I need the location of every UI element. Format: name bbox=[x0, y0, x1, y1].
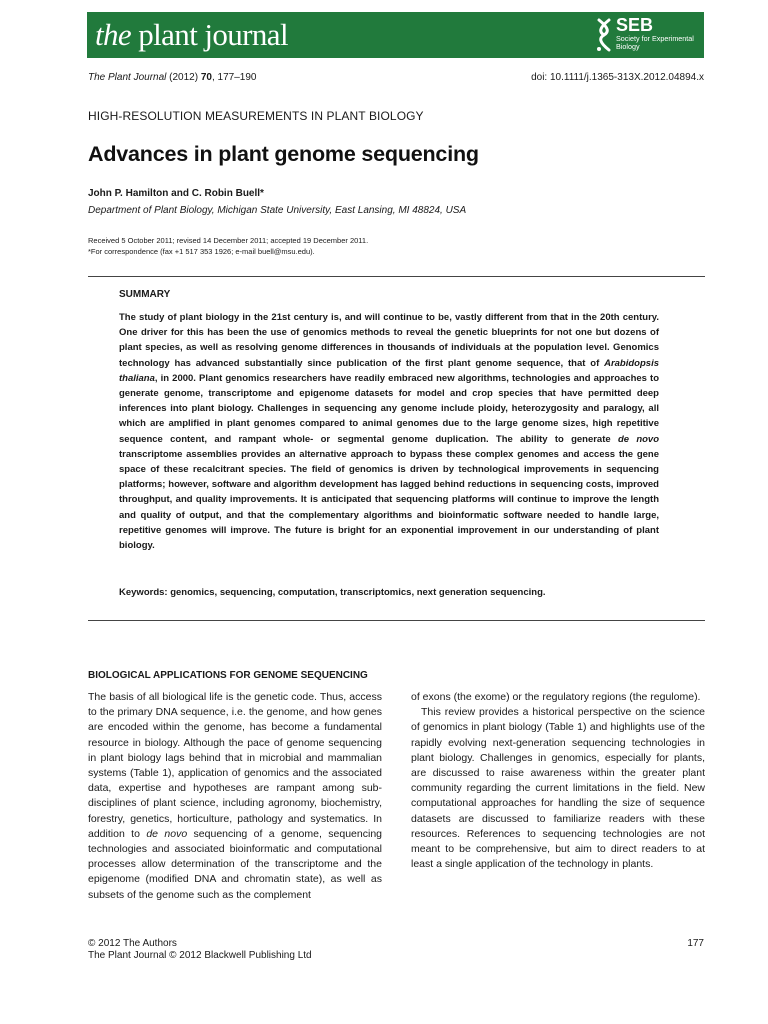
copyright-line: © 2012 The Authors bbox=[88, 938, 177, 949]
section-label: HIGH-RESOLUTION MEASUREMENTS IN PLANT BIOLOGY bbox=[88, 109, 424, 123]
authors: John P. Hamilton and C. Robin Buell* bbox=[88, 188, 264, 199]
article-title: Advances in plant genome sequencing bbox=[88, 142, 479, 166]
correspondence-line: *For correspondence (fax +1 517 353 1926; e-mail buell@msu.edu). bbox=[88, 247, 315, 256]
divider-bottom bbox=[88, 620, 705, 621]
paragraph: This review provides a historical perspective on the science of genomics in plant biology (Table 1) and highlights use of the rapidly evolving next-generation sequencing technologies in plant biology. Challenges in genomics, especially for plants, are discussed to raise awareness within the greater plant community regarding the current limitations in the field. New computational approaches for handling the size of sequence datasets are discussed to familiarize readers with these resources. References to sequencing technologies are not meant to be comprehensive, but aim to direct readers to at least a single application of the technology in plants. bbox=[411, 706, 705, 871]
paragraph: The basis of all biological life is the genetic code. Thus, access to the primary DNA sequence, i.e. the genome, and how genes are encoded within the genome, has become a fundamental resource in biology. Although the pace of genome sequencing in plant biology lags behind that in microbial and mammalian systems (Table 1), application of genomics and the associated data, expertise and hypotheses are rampant among sub-disciplines of plant science, including agronomy, biochemistry, forestry, genetics, horticulture, pathology and systematics. In addition to de novo sequencing of a genome, sequencing technologies and associated bioinformatic and computational processes allow determination of the transcriptome and the epigenome (modified DNA and chromatin state), as well as subsets of the genome such as the complement bbox=[88, 691, 382, 901]
body-column-right bbox=[411, 690, 705, 872]
divider-top bbox=[88, 276, 705, 277]
doi[interactable]: doi: 10.1111/j.1365-313X.2012.04894.x bbox=[531, 72, 704, 83]
seb-logo-text: SEB bbox=[616, 15, 654, 35]
seb-subtitle: Society for Experimental Biology bbox=[616, 34, 694, 51]
seb-dna-icon bbox=[596, 18, 612, 52]
body-column-left bbox=[88, 690, 382, 903]
received-dates bbox=[88, 235, 368, 257]
summary-heading: SUMMARY bbox=[119, 289, 171, 300]
paragraph: of exons (the exome) or the regulatory regions (the regulome). bbox=[411, 691, 701, 703]
page-number: 177 bbox=[687, 938, 704, 949]
summary-text: The study of plant biology in the 21st century is, and will continue to be, vastly different from that in the 20th century. One driver for this has been the use of genomics methods to reveal the genetic blueprints for not one but dozens of plant species, as well as resolving genome differences in thousands of individuals at the population level. Genomics technology has advanced substantially since publication of the first plant genome sequence, that of Arabidopsis thaliana, in 2000. Plant genomics researchers have readily embraced new algorithms, technologies and approaches to generate genome, transcriptome and epigenome datasets for model and crop species that have permitted deep inferences into plant biology. Challenges in sequencing any genome include ploidy, heterozygosity and paralogy, all which are amplified in plant genomes compared to animal genomes due to the large genome sizes, high repetitive sequence content, and rampant whole- or segmental genome duplication. The ability to generate de novo transcriptome assemblies provides an alternative approach to bypass these complex genomes and access the gene space of these recalcitrant species. The field of genomics is driven by technological improvements in sequencing platforms; however, software and algorithm development has lagged behind reductions in sequencing costs, improved throughput, and quality improvements. It is anticipated that sequencing platforms will continue to improve the length and quality of output, and that the complementary algorithms and bioinformatic software needed to handle large, repetitive genomes will improve. The future is bright for an exponential improvement in our understanding of plant biology. bbox=[119, 312, 660, 552]
publisher-line: The Plant Journal © 2012 Blackwell Publishing Ltd bbox=[88, 950, 312, 961]
affiliation: Department of Plant Biology, Michigan State University, East Lansing, MI 48824, USA bbox=[88, 205, 467, 216]
body-section-heading: BIOLOGICAL APPLICATIONS FOR GENOME SEQUENCING bbox=[88, 670, 368, 681]
journal-banner bbox=[87, 12, 704, 58]
dates-line: Received 5 October 2011; revised 14 December 2011; accepted 19 December 2011. bbox=[88, 236, 369, 245]
keywords: Keywords: genomics, sequencing, computation, transcriptomics, next generation sequencing. bbox=[119, 587, 546, 598]
citation: The Plant Journal (2012) 70, 177–190 bbox=[88, 72, 257, 83]
copyright-footer bbox=[88, 938, 312, 962]
journal-logo: the plant journal bbox=[95, 17, 288, 52]
